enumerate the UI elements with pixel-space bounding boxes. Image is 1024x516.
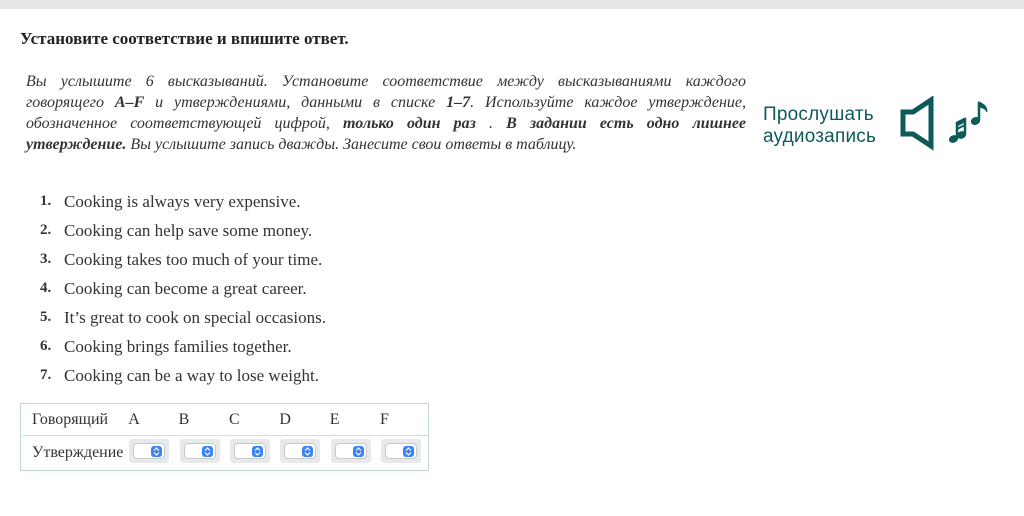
speaker-header: Говорящий [21, 404, 127, 436]
list-item [40, 187, 326, 216]
list-item [40, 216, 326, 245]
statement-text: Cooking can help save some money. [64, 220, 313, 240]
speaker-letter-a: A [126, 404, 176, 436]
chevron-updown-icon[interactable] [252, 446, 263, 457]
chevron-updown-icon[interactable] [151, 446, 162, 457]
list-item [40, 332, 326, 361]
speaker-letter-b: B [177, 404, 227, 436]
speaker-letter-d: D [277, 404, 327, 436]
play-audio-button[interactable] [763, 96, 993, 156]
list-item [40, 274, 326, 303]
statement-header: Утверждение [32, 444, 124, 461]
answer-select-d[interactable] [280, 439, 320, 463]
list-item [40, 303, 326, 332]
speaker-letter-e: E [328, 404, 378, 436]
list-item [40, 361, 326, 390]
speaker-letter-f: F [378, 404, 428, 436]
answer-select-a[interactable] [129, 439, 169, 463]
statement-number: 7. [40, 367, 52, 383]
statement-number: 1. [40, 193, 52, 209]
answer-select-b[interactable] [180, 439, 220, 463]
statement-text: Cooking is always very expensive. [64, 191, 301, 211]
answer-select-f[interactable] [381, 439, 421, 463]
top-bar [0, 0, 1024, 9]
play-audio-label[interactable]: Прослушать аудиозапись [763, 104, 877, 147]
statement-number: 2. [40, 222, 52, 238]
statement-text: Cooking can be a way to lose weight. [64, 365, 319, 385]
answer-select-e[interactable] [331, 439, 371, 463]
statement-text: Cooking takes too much of your time. [64, 249, 323, 269]
statement-number: 3. [40, 251, 52, 267]
task-title: Установите соответствие и впишите ответ. [20, 29, 349, 48]
statement-text: Cooking brings families together. [64, 336, 292, 356]
speaker-letter-c: C [227, 404, 277, 436]
chevron-updown-icon[interactable] [202, 446, 213, 457]
instruction-text: Вы услышите 6 высказываний. Установите соответствие между высказываниями каждого говорящего A–F и утверждениями, данными в списке 1–7. Используйте каждое утверждение, обозначенное соответствующей цифрой, только один раз . В задании есть одно лишнее утверждение. Вы услышите запись дважды. Занесите свои ответы в таблицу. [26, 73, 747, 153]
statements-list [40, 187, 326, 390]
statement-row [21, 436, 429, 471]
statement-text: Cooking can become a great career. [64, 278, 307, 298]
list-item [40, 245, 326, 274]
statement-number: 6. [40, 338, 52, 354]
chevron-updown-icon[interactable] [302, 446, 313, 457]
chevron-updown-icon[interactable] [353, 446, 364, 457]
answer-select-c[interactable] [230, 439, 270, 463]
statement-text: It’s great to cook on special occasions. [64, 307, 327, 327]
statement-number: 5. [40, 309, 52, 325]
speaker-row [21, 404, 429, 436]
answer-table [20, 403, 429, 471]
statement-number: 4. [40, 280, 52, 296]
speaker-music-icon[interactable] [899, 96, 993, 156]
chevron-updown-icon[interactable] [403, 446, 414, 457]
